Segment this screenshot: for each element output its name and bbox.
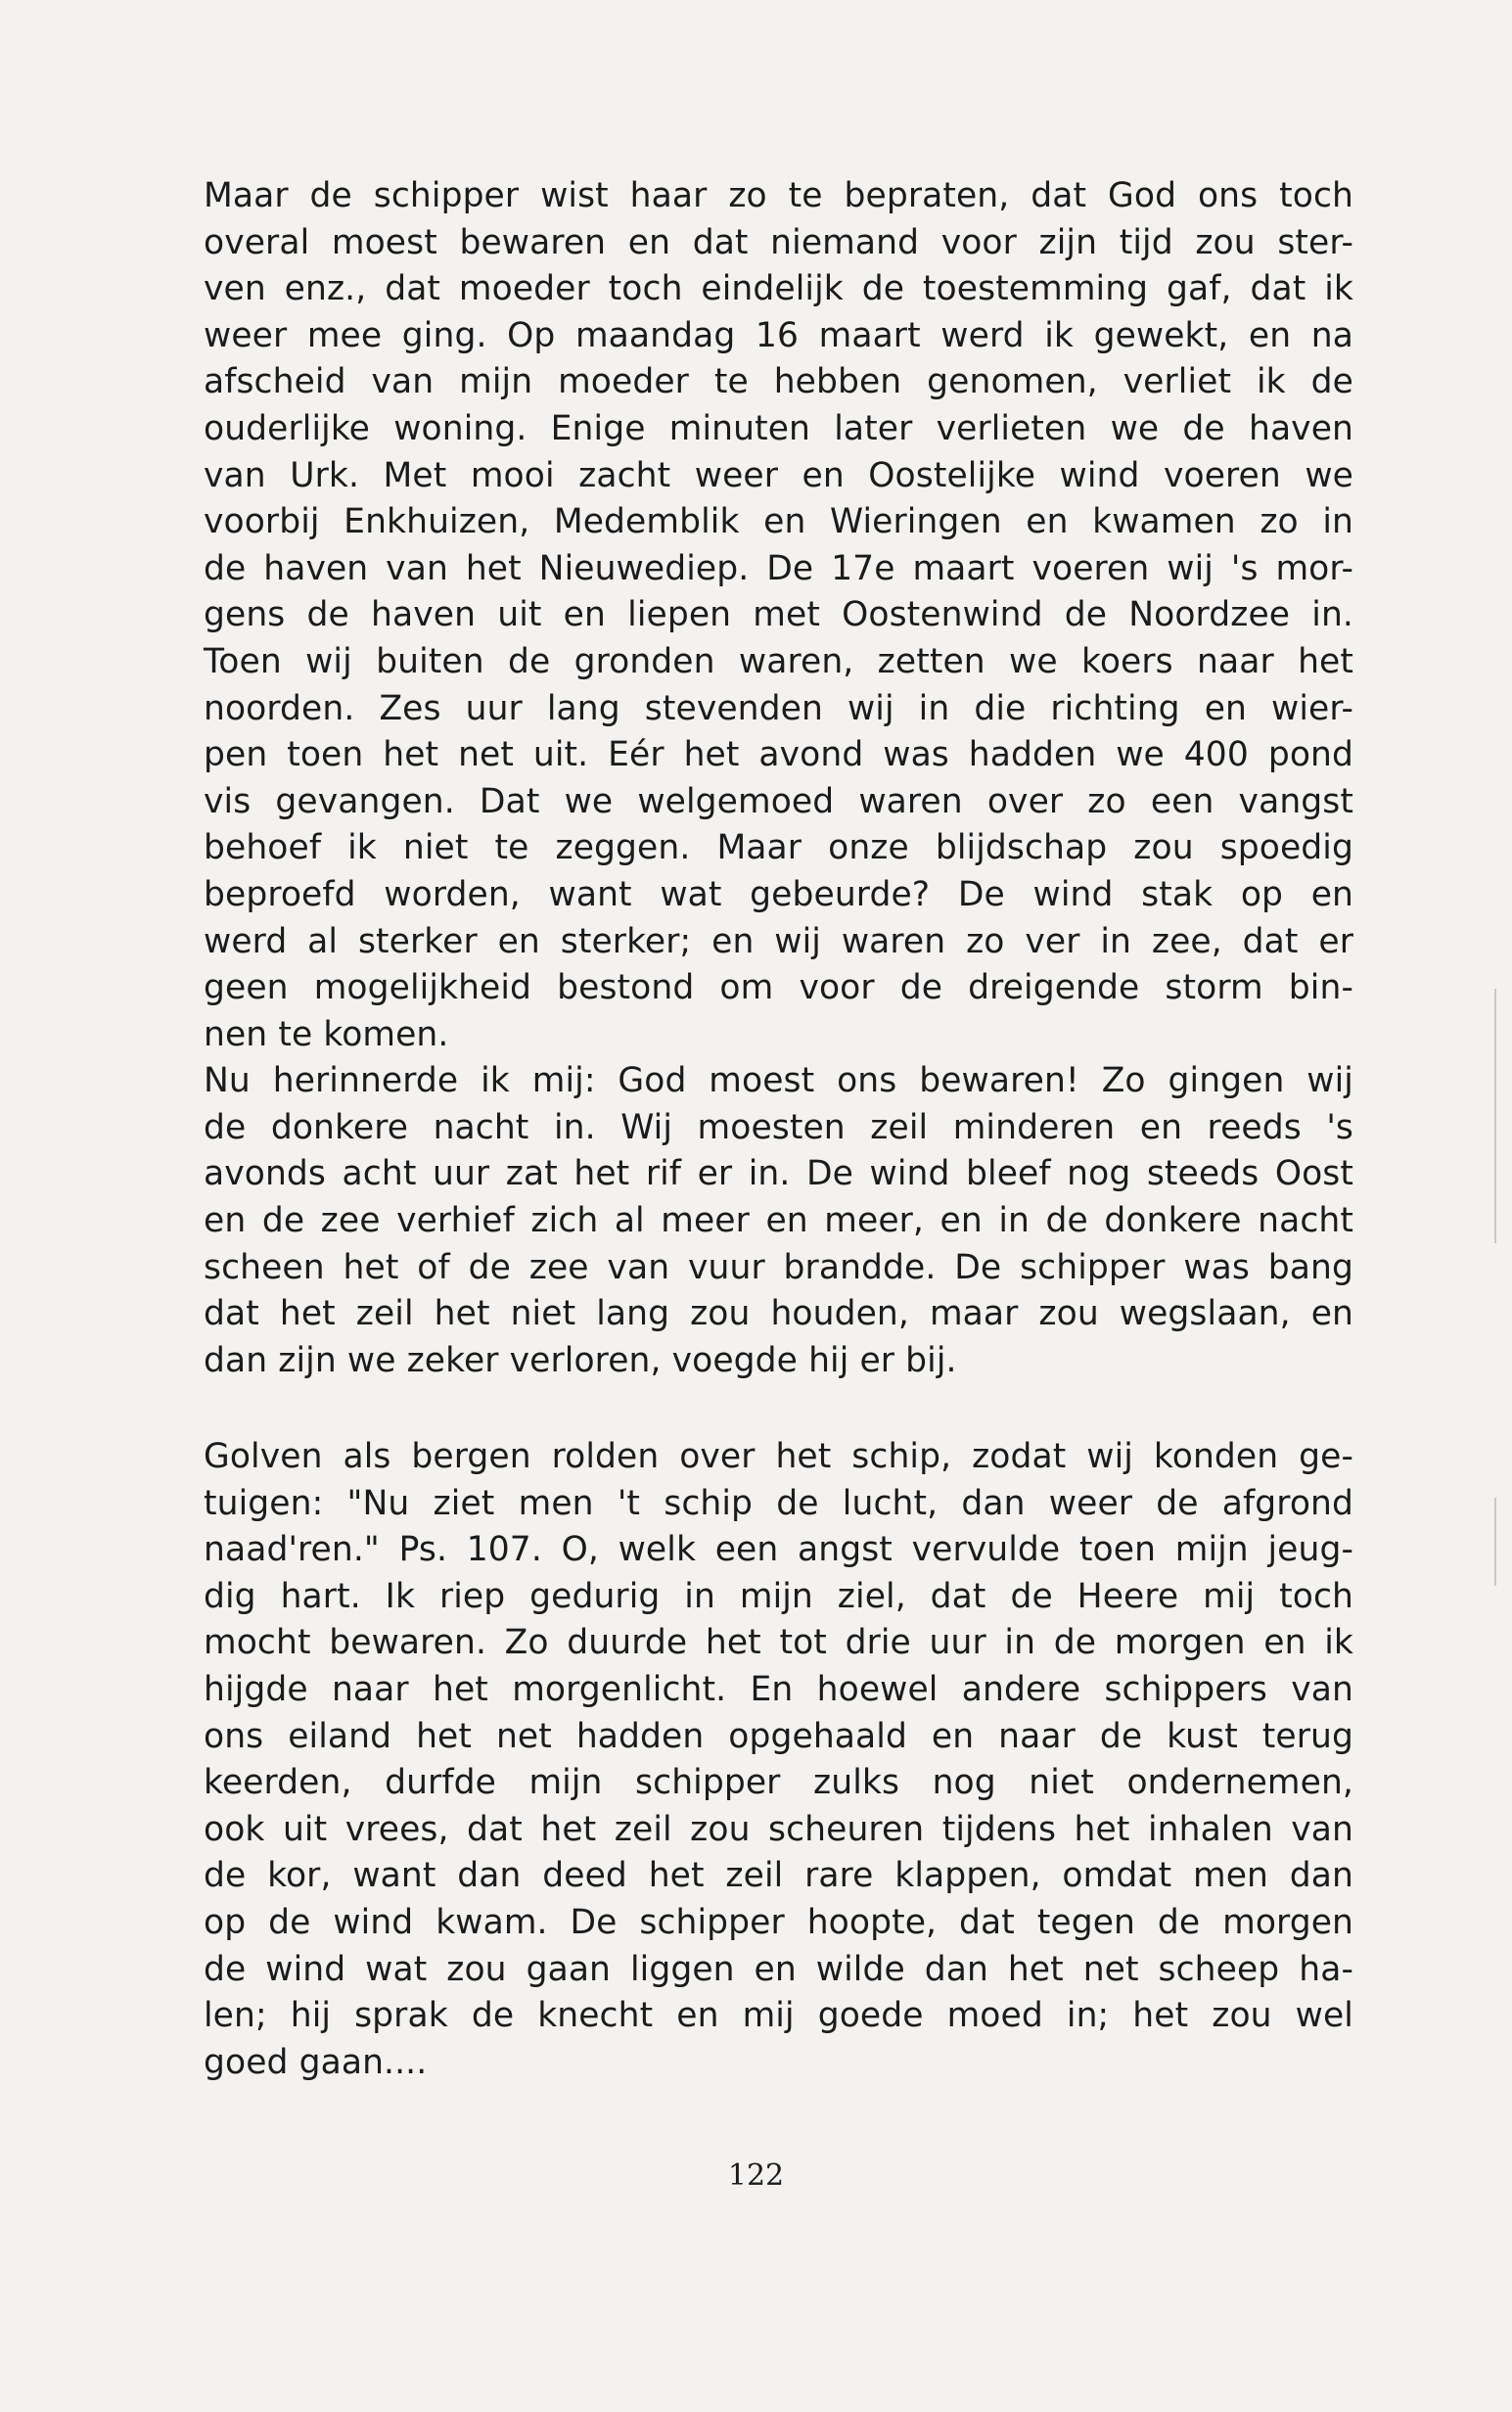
text-line: werd al sterker en sterker; en wij waren zo ver in zee, dat er — [204, 921, 1353, 961]
text-line: van Urk. Met mooi zacht weer en Oostelijke wind voeren we — [204, 455, 1353, 495]
text-line: weer mee ging. Op maandag 16 maart werd ik gewekt, en na — [204, 315, 1353, 355]
text-line: ook uit vrees, dat het zeil zou scheuren tijdens het inhalen van — [204, 1809, 1353, 1849]
text-line: hijgde naar het morgenlicht. En hoewel andere schippers van — [204, 1669, 1353, 1709]
text-line: de wind wat zou gaan liggen en wilde dan het net scheep ha- — [204, 1949, 1353, 1989]
text-line: goed gaan.... — [204, 2042, 428, 2082]
text-line: ouderlijke woning. Enige minuten later verlieten we de haven — [204, 408, 1353, 448]
text-line: Toen wij buiten de gronden waren, zetten we koers naar het — [204, 641, 1353, 681]
text-line: dig hart. Ik riep gedurig in mijn ziel, dat de Heere mij toch — [204, 1576, 1353, 1616]
text-line: Nu herinnerde ik mij: God moest ons bewaren! Zo gingen wij — [204, 1061, 1353, 1101]
paragraph-2 — [204, 1434, 1353, 2086]
text-line: Golven als bergen rolden over het schip, zodat wij konden ge- — [204, 1437, 1353, 1476]
text-line: afscheid van mijn moeder te hebben genomen, verliet ik de — [204, 362, 1353, 402]
paragraph-1 — [204, 173, 1353, 1384]
text-line: noorden. Zes uur lang stevenden wij in die richting en wier- — [204, 688, 1353, 728]
text-line: de donkere nacht in. Wij moesten zeil minderen en reeds 's — [204, 1107, 1353, 1147]
text-line: beproefd worden, want wat gebeurde? De wind stak op en — [204, 874, 1353, 914]
text-line: ven enz., dat moeder toch eindelijk de toestemming gaf, dat ik — [204, 269, 1353, 309]
text-line: gens de haven uit en liepen met Oostenwind de Noordzee in. — [204, 595, 1353, 635]
text-line: naad'ren." Ps. 107. O, welk een angst vervulde toen mijn jeug- — [204, 1530, 1353, 1570]
text-line: geen mogelijkheid bestond om voor de dreigende storm bin- — [204, 968, 1353, 1008]
text-line: len; hij sprak de knecht en mij goede moed in; het zou wel — [204, 1996, 1353, 2036]
text-line: op de wind kwam. De schipper hoopte, dat tegen de morgen — [204, 1902, 1353, 1942]
scan-edge-line — [1494, 989, 1496, 1243]
text-line: ons eiland het net hadden opgehaald en naar de kust terug — [204, 1716, 1353, 1756]
text-line: dan zijn we zeker verloren, voegde hij er bij. — [204, 1340, 957, 1380]
text-line: nen te komen. — [204, 1014, 449, 1054]
text-line: de kor, want dan deed het zeil rare klappen, omdat men dan — [204, 1856, 1353, 1896]
text-line: behoef ik niet te zeggen. Maar onze blijdschap zou spoedig — [204, 828, 1353, 868]
page-number: 122 — [727, 2158, 785, 2193]
text-line: mocht bewaren. Zo duurde het tot drie uur in de morgen en ik — [204, 1623, 1353, 1663]
text-line: vis gevangen. Dat we welgemoed waren over zo een vangst — [204, 781, 1353, 821]
text-line: voorbij Enkhuizen, Medemblik en Wieringen en kwamen zo in — [204, 502, 1353, 542]
text-line: scheen het of de zee van vuur brandde. De schipper was bang — [204, 1247, 1353, 1287]
text-line: overal moest bewaren en dat niemand voor zijn tijd zou ster- — [204, 222, 1353, 262]
text-line: pen toen het net uit. Eér het avond was hadden we 400 pond — [204, 735, 1353, 775]
text-line: en de zee verhief zich al meer en meer, en in de donkere nacht — [204, 1201, 1353, 1241]
text-line: Maar de schipper wist haar zo te bepraten, dat God ons toch — [204, 176, 1353, 215]
text-line: avonds acht uur zat het rif er in. De wind bleef nog steeds Oost — [204, 1154, 1353, 1194]
text-line: dat het zeil het niet lang zou houden, maar zou wegslaan, en — [204, 1294, 1353, 1334]
text-line: tuigen: "Nu ziet men 't schip de lucht, dan weer de afgrond — [204, 1483, 1353, 1523]
text-line: de haven van het Nieuwediep. De 17e maart voeren wij 's mor- — [204, 548, 1353, 588]
scan-edge-line — [1494, 1498, 1496, 1586]
text-line: keerden, durfde mijn schipper zulks nog niet ondernemen, — [204, 1763, 1353, 1803]
